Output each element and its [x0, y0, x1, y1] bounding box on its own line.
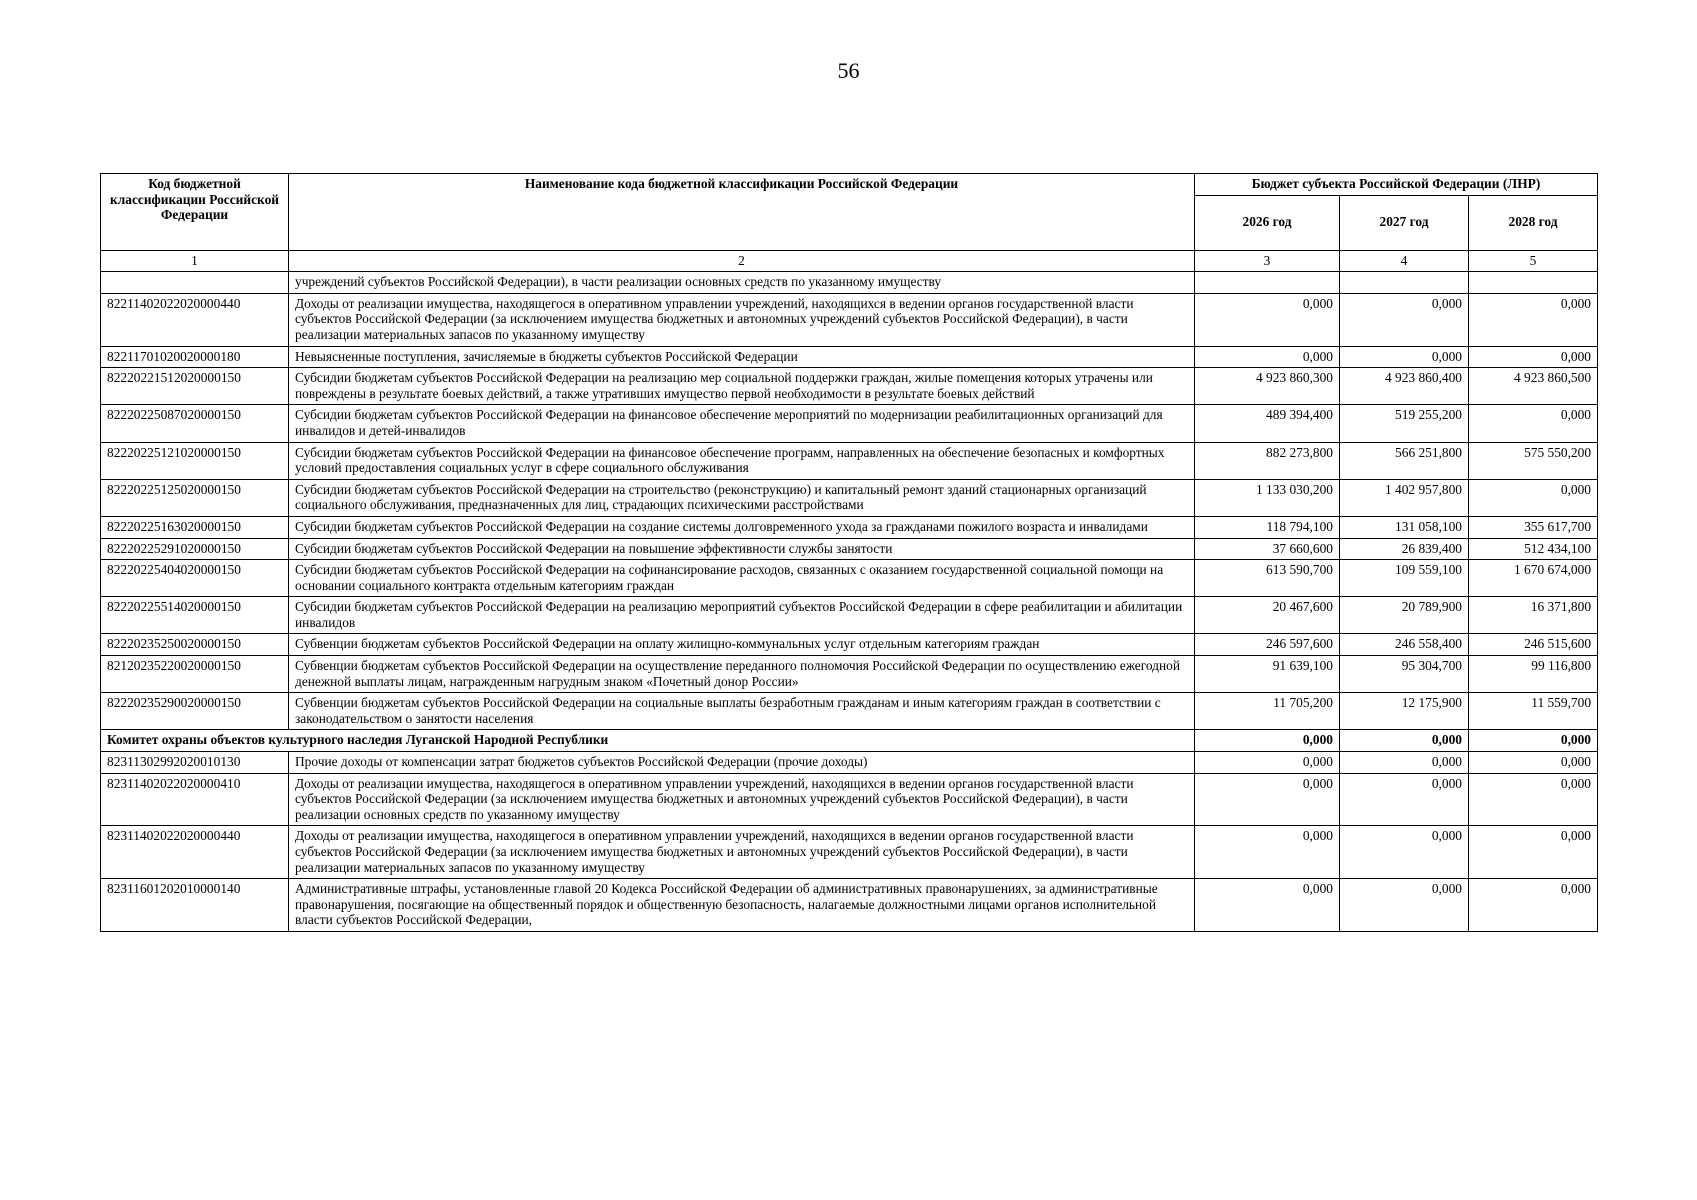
table-row: [101, 597, 1598, 634]
row-value-2028: 99 116,800: [1469, 656, 1598, 693]
row-value-2027: 20 789,900: [1340, 597, 1469, 634]
table-header: [101, 174, 1598, 272]
column-number: 1: [101, 250, 289, 272]
table-row: [101, 773, 1598, 826]
row-value-2028: 0,000: [1469, 752, 1598, 774]
row-value-2028: 0,000: [1469, 879, 1598, 932]
row-code: 82220235290020000150: [101, 693, 289, 730]
row-name: Субвенции бюджетам субъектов Российской Федерации на социальные выплаты безработным гражданам и иным категориям граждан в соответствии с законодательством о занятости населения: [289, 693, 1195, 730]
row-code: 82211402022020000440: [101, 293, 289, 346]
row-value-2028: 512 434,100: [1469, 538, 1598, 560]
row-value-2026: 37 660,600: [1195, 538, 1340, 560]
row-name: Прочие доходы от компенсации затрат бюджетов субъектов Российской Федерации (прочие доходы): [289, 752, 1195, 774]
row-value-2028: 1 670 674,000: [1469, 560, 1598, 597]
row-value-2028: 0,000: [1469, 479, 1598, 516]
table-row: [101, 879, 1598, 932]
table-body: [101, 272, 1598, 932]
row-value-2028: 0,000: [1469, 826, 1598, 879]
row-value-2027: 0,000: [1340, 293, 1469, 346]
row-value-2028: 0,000: [1469, 405, 1598, 442]
row-value-2028: 355 617,700: [1469, 516, 1598, 538]
row-value-2026: 0,000: [1195, 879, 1340, 932]
row-code: 82311402022020000440: [101, 826, 289, 879]
row-name: Субсидии бюджетам субъектов Российской Федерации на повышение эффективности службы занятости: [289, 538, 1195, 560]
row-code: 82211701020020000180: [101, 346, 289, 368]
row-value-2026: 118 794,100: [1195, 516, 1340, 538]
row-value-2027: 12 175,900: [1340, 693, 1469, 730]
row-value-2028: 0,000: [1469, 346, 1598, 368]
row-name: Административные штрафы, установленные главой 20 Кодекса Российской Федерации об административных правонарушениях, за административные правонарушения, посягающие на общественный порядок и общественную безопасность, налагаемые должностными лицами органов исполнительной власти субъектов Российской Федерации,: [289, 879, 1195, 932]
row-code: 82311402022020000410: [101, 773, 289, 826]
table-row: [101, 442, 1598, 479]
section-total-2026: 0,000: [1195, 730, 1340, 752]
section-total-2028: 0,000: [1469, 730, 1598, 752]
table-row: [101, 368, 1598, 405]
row-value-2027: 26 839,400: [1340, 538, 1469, 560]
row-value-2026: 0,000: [1195, 293, 1340, 346]
row-value-2026: 0,000: [1195, 826, 1340, 879]
row-value-2027: 1 402 957,800: [1340, 479, 1469, 516]
row-name: Доходы от реализации имущества, находящегося в оперативном управлении учреждений, находящихся в ведении органов государственной власти субъектов Российской Федерации (за исключением имущества бюджетных и автономных учреждений субъектов Российской Федерации), в части реализации основных средств по указанному имуществу: [289, 773, 1195, 826]
row-value-2027: 0,000: [1340, 346, 1469, 368]
row-value-2026: 1 133 030,200: [1195, 479, 1340, 516]
budget-table: [100, 173, 1598, 932]
row-code: 82220225291020000150: [101, 538, 289, 560]
row-name: Невыясненные поступления, зачисляемые в бюджеты субъектов Российской Федерации: [289, 346, 1195, 368]
row-name: Субсидии бюджетам субъектов Российской Федерации на реализацию мер социальной поддержки граждан, жилые помещения которых утрачены или повреждены в результате боевых действий, а также утративших имущество первой необходимости в результате боевых действий: [289, 368, 1195, 405]
row-code: 82220225087020000150: [101, 405, 289, 442]
table-row: [101, 293, 1598, 346]
row-value-2027: 131 058,100: [1340, 516, 1469, 538]
row-value-2028: 575 550,200: [1469, 442, 1598, 479]
column-number: 2: [289, 250, 1195, 272]
row-value-2027: 519 255,200: [1340, 405, 1469, 442]
row-name: Доходы от реализации имущества, находящегося в оперативном управлении учреждений, находящихся в ведении органов государственной власти субъектов Российской Федерации (за исключением имущества бюджетных и автономных учреждений субъектов Российской Федерации), в части реализации материальных запасов по указанному имуществу: [289, 826, 1195, 879]
row-value-2028: 0,000: [1469, 773, 1598, 826]
column-number: 5: [1469, 250, 1598, 272]
row-code: 82220235250020000150: [101, 634, 289, 656]
header-code: Код бюджетной классификации Российской Федерации: [101, 174, 289, 251]
row-value-2028: 0,000: [1469, 293, 1598, 346]
row-code: 82220225163020000150: [101, 516, 289, 538]
row-name: учреждений субъектов Российской Федерации), в части реализации основных средств по указанному имуществу: [289, 272, 1195, 294]
row-value-2027: 246 558,400: [1340, 634, 1469, 656]
row-code: 82220225514020000150: [101, 597, 289, 634]
row-value-2026: 882 273,800: [1195, 442, 1340, 479]
table-row: [101, 693, 1598, 730]
row-code: 82220221512020000150: [101, 368, 289, 405]
row-value-2026: 0,000: [1195, 752, 1340, 774]
row-value-2026: 489 394,400: [1195, 405, 1340, 442]
section-total-2027: 0,000: [1340, 730, 1469, 752]
row-value-2027: 0,000: [1340, 879, 1469, 932]
row-code: 82220225121020000150: [101, 442, 289, 479]
row-value-2027: [1340, 272, 1469, 294]
row-name: Субвенции бюджетам субъектов Российской Федерации на оплату жилищно-коммунальных услуг отдельным категориям граждан: [289, 634, 1195, 656]
row-code: [101, 272, 289, 294]
row-value-2026: 0,000: [1195, 346, 1340, 368]
row-name: Доходы от реализации имущества, находящегося в оперативном управлении учреждений, находящихся в ведении органов государственной власти субъектов Российской Федерации (за исключением имущества бюджетных и автономных учреждений субъектов Российской Федерации), в части реализации материальных запасов по указанному имуществу: [289, 293, 1195, 346]
table-row: [101, 272, 1598, 294]
table-row: [101, 656, 1598, 693]
row-name: Субсидии бюджетам субъектов Российской Федерации на софинансирование расходов, связанных с оказанием государственной социальной помощи на основании социального контракта отдельным категориям граждан: [289, 560, 1195, 597]
row-value-2028: 11 559,700: [1469, 693, 1598, 730]
row-value-2026: 11 705,200: [1195, 693, 1340, 730]
row-name: Субсидии бюджетам субъектов Российской Федерации на строительство (реконструкцию) и капитальный ремонт зданий стационарных организаций социального обслуживания, предназначенных для лиц, страдающих психическими расстройствами: [289, 479, 1195, 516]
column-number: 3: [1195, 250, 1340, 272]
row-name: Субсидии бюджетам субъектов Российской Федерации на финансовое обеспечение мероприятий по модернизации реабилитационных организаций для инвалидов и детей-инвалидов: [289, 405, 1195, 442]
table-row: [101, 479, 1598, 516]
row-value-2028: 246 515,600: [1469, 634, 1598, 656]
table-row: [101, 634, 1598, 656]
row-value-2026: 0,000: [1195, 773, 1340, 826]
row-value-2026: 4 923 860,300: [1195, 368, 1340, 405]
header-name: Наименование кода бюджетной классификации Российской Федерации: [289, 174, 1195, 251]
row-value-2026: 246 597,600: [1195, 634, 1340, 656]
row-code: 82311601202010000140: [101, 879, 289, 932]
section-title: Комитет охраны объектов культурного наследия Луганской Народной Республики: [101, 730, 1195, 752]
row-code: 82220225125020000150: [101, 479, 289, 516]
row-value-2027: 95 304,700: [1340, 656, 1469, 693]
table-row: [101, 560, 1598, 597]
row-value-2027: 0,000: [1340, 752, 1469, 774]
row-name: Субсидии бюджетам субъектов Российской Федерации на финансовое обеспечение программ, направленных на обеспечение безопасных и комфортных условий предоставления социальных услуг в сфере социального обслуживания: [289, 442, 1195, 479]
row-value-2028: [1469, 272, 1598, 294]
row-value-2027: 566 251,800: [1340, 442, 1469, 479]
column-number: 4: [1340, 250, 1469, 272]
page-number: 56: [837, 58, 860, 83]
row-name: Субвенции бюджетам субъектов Российской Федерации на осуществление переданного полномочия Российской Федерации по осуществлению ежегодной денежной выплаты лицам, награжденным нагрудным знаком «Почетный донор России»: [289, 656, 1195, 693]
header-year-2028: 2028 год: [1469, 195, 1598, 250]
table-row: [101, 516, 1598, 538]
row-name: Субсидии бюджетам субъектов Российской Федерации на реализацию мероприятий субъектов Российской Федерации в сфере реабилитации и абилитации инвалидов: [289, 597, 1195, 634]
row-code: 82120235220020000150: [101, 656, 289, 693]
row-name: Субсидии бюджетам субъектов Российской Федерации на создание системы долговременного ухода за гражданами пожилого возраста и инвалидами: [289, 516, 1195, 538]
row-value-2026: [1195, 272, 1340, 294]
row-value-2027: 109 559,100: [1340, 560, 1469, 597]
table-row: [101, 826, 1598, 879]
header-budget: Бюджет субъекта Российской Федерации (ЛНР): [1195, 174, 1598, 196]
row-value-2028: 16 371,800: [1469, 597, 1598, 634]
row-code: 82311302992020010130: [101, 752, 289, 774]
row-value-2027: 0,000: [1340, 826, 1469, 879]
row-value-2027: 0,000: [1340, 773, 1469, 826]
row-value-2028: 4 923 860,500: [1469, 368, 1598, 405]
table-row: [101, 346, 1598, 368]
table-row: [101, 405, 1598, 442]
row-value-2026: 613 590,700: [1195, 560, 1340, 597]
table-row: [101, 752, 1598, 774]
table-row: [101, 538, 1598, 560]
header-year-2026: 2026 год: [1195, 195, 1340, 250]
header-year-2027: 2027 год: [1340, 195, 1469, 250]
row-value-2027: 4 923 860,400: [1340, 368, 1469, 405]
column-numbers-row: [101, 250, 1598, 272]
row-value-2026: 91 639,100: [1195, 656, 1340, 693]
row-code: 82220225404020000150: [101, 560, 289, 597]
row-value-2026: 20 467,600: [1195, 597, 1340, 634]
section-row: [101, 730, 1598, 752]
